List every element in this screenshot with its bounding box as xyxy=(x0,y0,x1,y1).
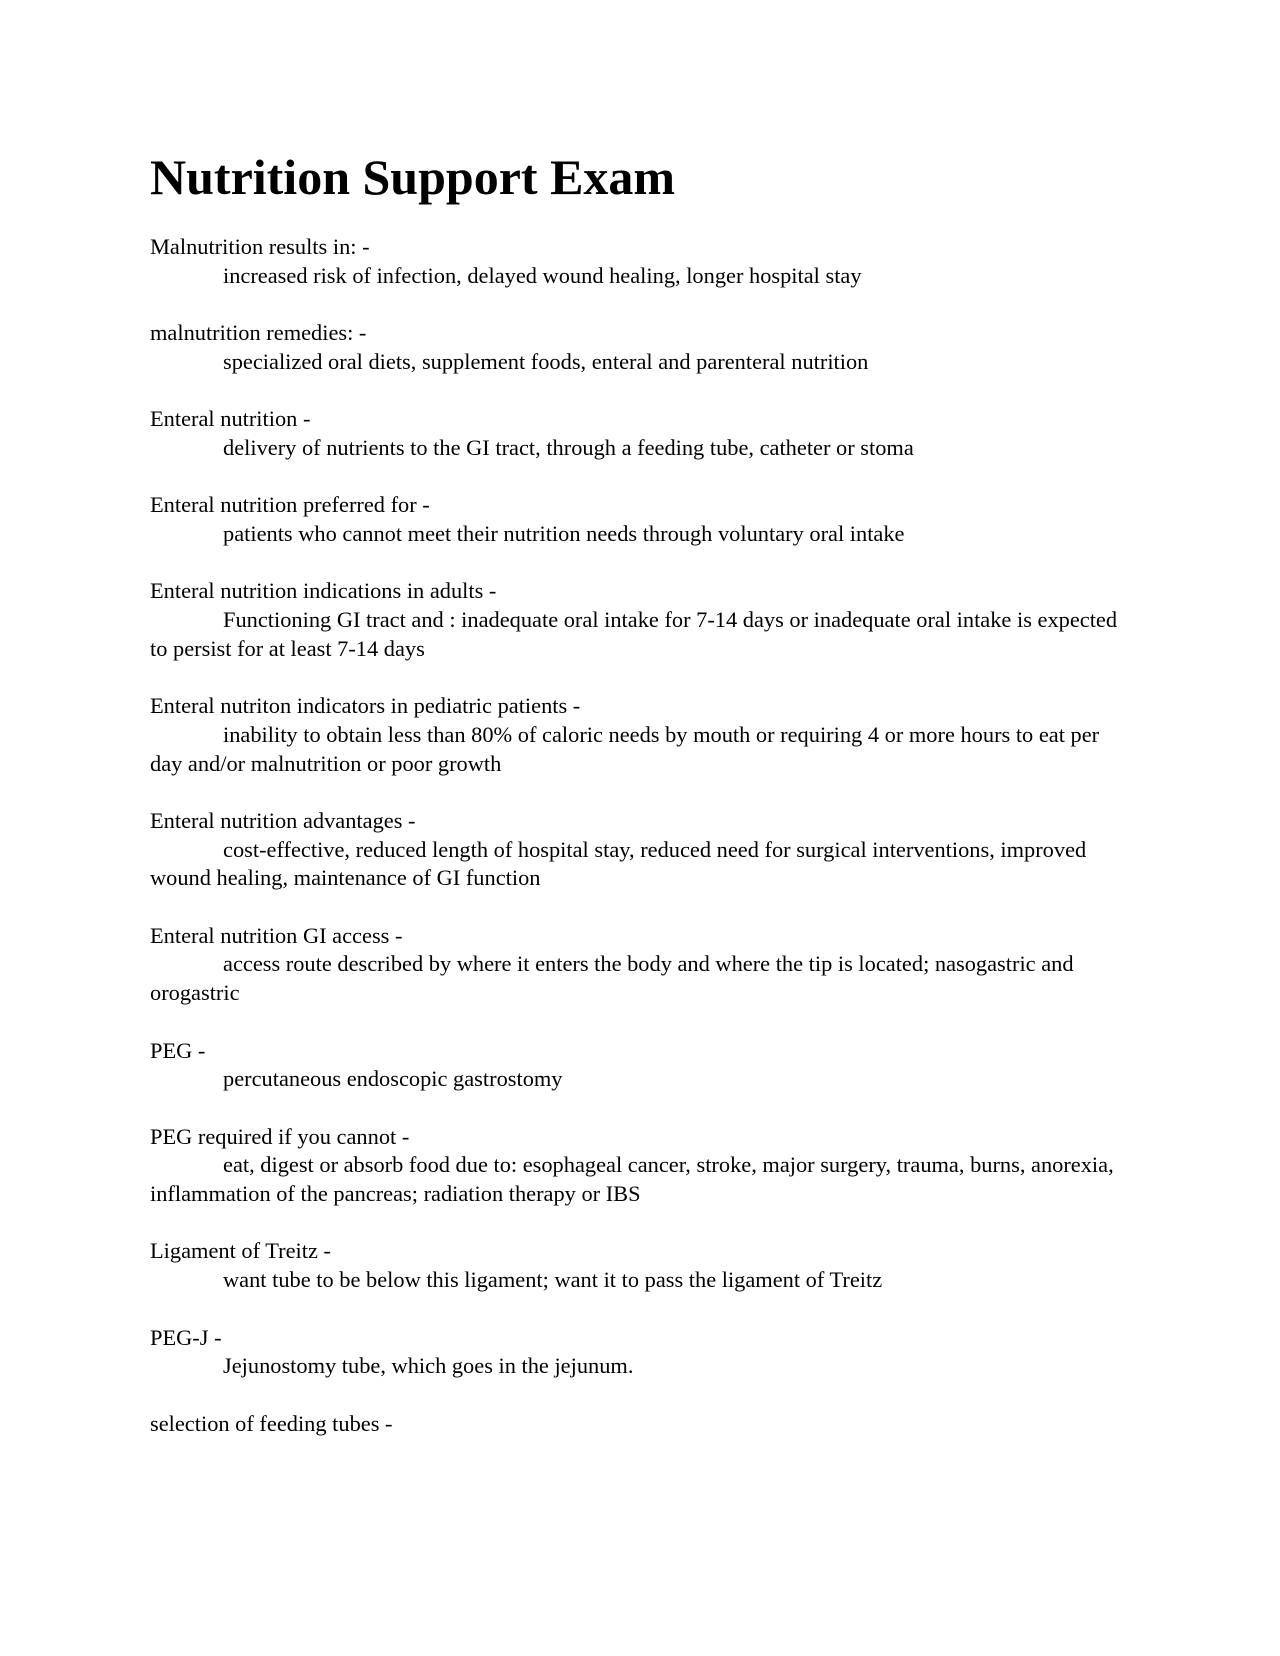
entry-definition: percutaneous endoscopic gastrostomy xyxy=(223,1066,563,1092)
entry-term: Malnutrition results in: - xyxy=(150,234,370,259)
entry-term: Enteral nutrition preferred for - xyxy=(150,492,430,518)
entry-term: Ligament of Treitz - xyxy=(150,1238,331,1264)
entry-definition: access route described by where it enters the body and where the tip is located; nasogastric and orogastric xyxy=(150,951,1074,1006)
flashcard-entry xyxy=(150,233,1120,290)
entry-term: malnutrition remedies: - xyxy=(150,320,367,346)
flashcard-entry xyxy=(150,922,1120,1008)
flashcard-entry xyxy=(150,319,1120,376)
entry-definition: patients who cannot meet their nutrition needs through voluntary oral intake xyxy=(223,520,905,546)
entry-definition: specialized oral diets, supplement foods, enteral and parenteral nutrition xyxy=(223,348,869,374)
entry-term: PEG - xyxy=(150,1037,206,1063)
entry-term: Enteral nutrition indications in adults - xyxy=(150,578,497,604)
flashcard-entry xyxy=(150,1324,1120,1381)
entry-definition: eat, digest or absorb food due to: esophageal cancer, stroke, major surgery, trauma, burns, anorexia, inflammation of the pancreas; radiation therapy or IBS xyxy=(150,1152,1114,1207)
entry-definition: Jejunostomy tube, which goes in the jejunum. xyxy=(223,1353,634,1379)
entry-definition: inability to obtain less than 80% of caloric needs by mouth or requiring 4 or more hours to eat per day and/or malnutrition or poor growth xyxy=(150,721,1100,776)
entry-term: PEG-J - xyxy=(150,1324,222,1350)
flashcard-entry xyxy=(150,1123,1120,1209)
entry-definition: delivery of nutrients to the GI tract, through a feeding tube, catheter or stoma xyxy=(223,434,914,460)
flashcard-entry xyxy=(150,577,1120,663)
entry-definition: increased risk of infection, delayed wound healing, longer hospital stay xyxy=(223,262,862,288)
flashcard-entry xyxy=(150,692,1120,778)
entry-term: PEG required if you cannot - xyxy=(150,1123,410,1149)
entry-term: Enteral nutrition GI access - xyxy=(150,922,403,948)
flashcard-entry xyxy=(150,1037,1120,1094)
entry-term: Enteral nutrition - xyxy=(150,406,311,432)
flashcard-entry xyxy=(150,1410,1120,1439)
entry-term: selection of feeding tubes - xyxy=(150,1410,393,1436)
entry-definition: want tube to be below this ligament; want it to pass the ligament of Treitz xyxy=(223,1267,883,1293)
flashcard-entry xyxy=(150,491,1120,548)
entry-term: Enteral nutrition advantages - xyxy=(150,807,416,833)
entry-definition: cost-effective, reduced length of hospital stay, reduced need for surgical interventions, improved wound healing, maintenance of GI function xyxy=(150,836,1087,891)
document-page xyxy=(150,146,1120,1467)
flashcard-entry xyxy=(150,405,1120,462)
flashcard-entry xyxy=(150,1237,1120,1294)
entry-definition: Functioning GI tract and : inadequate oral intake for 7-14 days or inadequate oral intake is expected to persist for at least 7-14 days xyxy=(150,607,1118,661)
page-title: Nutrition Support Exam xyxy=(150,149,676,205)
entry-term: Enteral nutriton indicators in pediatric patients - xyxy=(150,693,581,719)
flashcard-entry xyxy=(150,807,1120,893)
